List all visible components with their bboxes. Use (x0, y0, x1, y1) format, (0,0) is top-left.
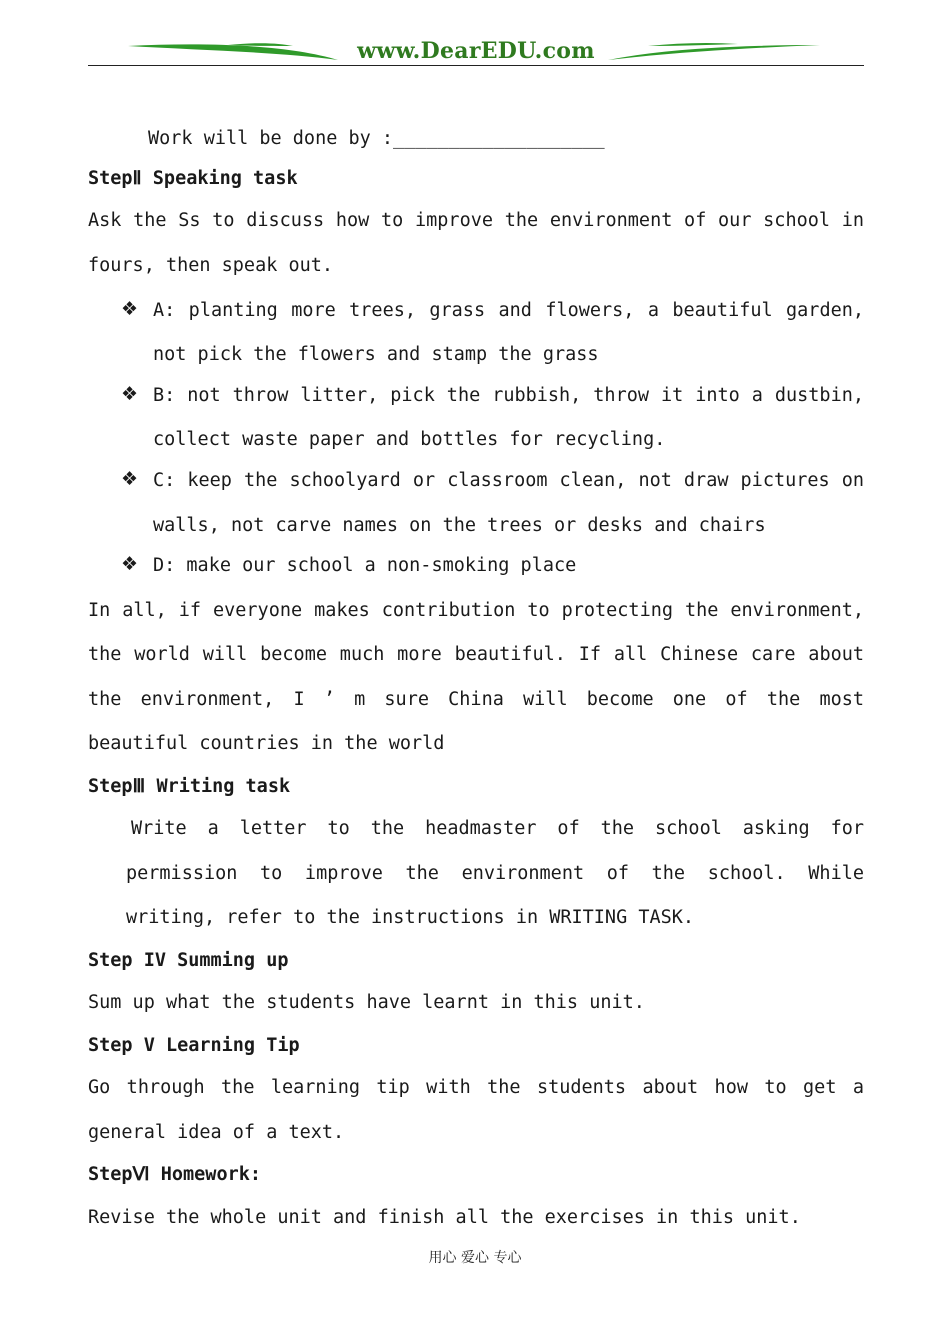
diamond-bullet-icon: ❖ (121, 467, 139, 490)
step4-heading: Step IV Summing up (88, 949, 289, 971)
step5-text: Go through the learning tip with the students about how to get a general idea of a text. (88, 1077, 864, 1143)
step2-intro: Ask the Ss to discuss how to improve the environment of our school in fours, then speak out. (88, 210, 864, 276)
step3-block (88, 807, 864, 940)
header-divider (88, 65, 864, 66)
step3-text: Write a letter to the headmaster of the school asking for permission to improve the environment of the school. While writing, refer to the instructions in WRITING TASK. (126, 818, 864, 929)
bullet-item-b (88, 374, 864, 464)
step6-text: Revise the whole unit and finish all the exercises in this unit. (88, 1206, 801, 1228)
page-header (88, 36, 864, 68)
work-line: Work will be done by :___________________ (148, 128, 605, 149)
step3-heading: StepⅢ Writing task (88, 776, 291, 798)
bullet-text: C: keep the schoolyard or classroom clean, not draw pictures on walls, not carve names on the trees or desks and chairs (153, 469, 864, 536)
diamond-bullet-icon: ❖ (121, 297, 139, 320)
bullet-item-c (88, 459, 864, 549)
document-body (88, 118, 864, 1240)
diamond-bullet-icon: ❖ (121, 552, 139, 575)
bullet-text: B: not throw litter, pick the rubbish, throw it into a dustbin, collect waste paper and bottles for recycling. (153, 384, 864, 451)
bullet-text: D: make our school a non-smoking place (153, 554, 577, 576)
conclusion-paragraph: In all, if everyone makes contribution to protecting the environment, the world will become much more beautiful. If all Chinese care about the environment, I ’ m sure China will become one of the most beautiful countries in the world (88, 599, 864, 755)
bullet-item-d (88, 544, 864, 589)
diamond-bullet-icon: ❖ (121, 382, 139, 405)
header-logo: www.DearEDU.com (357, 38, 595, 64)
bullet-item-a (88, 289, 864, 379)
step4-text: Sum up what the students have learnt in this unit. (88, 992, 645, 1014)
step5-heading: Step V Learning Tip (88, 1034, 300, 1056)
bullet-text: A: planting more trees, grass and flowers, a beautiful garden, not pick the flowers and stamp the grass (153, 299, 864, 366)
step6-heading: StepⅥ Homework: (88, 1164, 261, 1186)
page-footer: 用心 爱心 专心 (428, 1250, 522, 1266)
step2-heading: StepⅡ Speaking task (88, 168, 298, 189)
